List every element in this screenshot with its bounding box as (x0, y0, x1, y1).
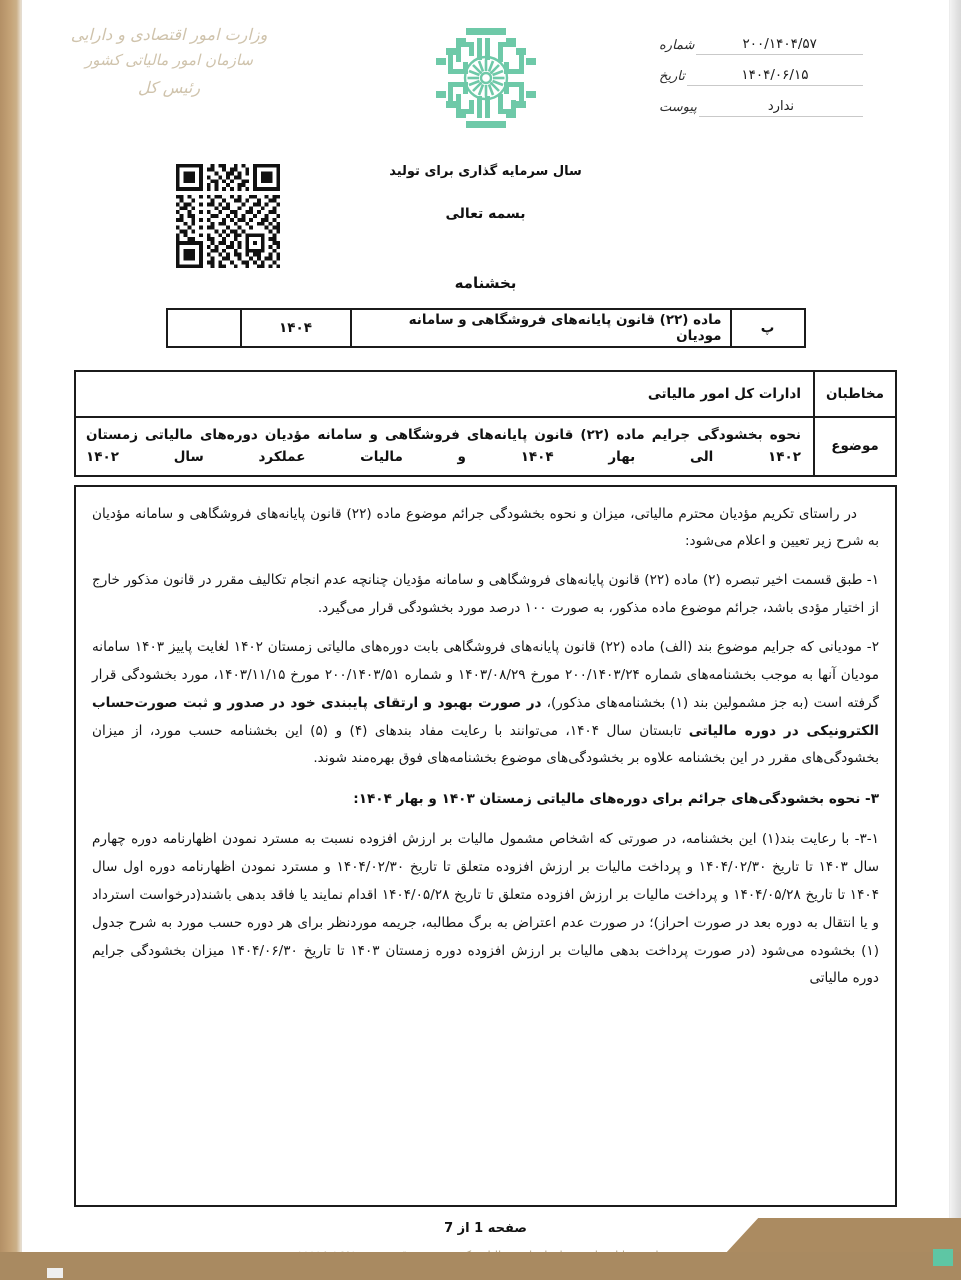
scan-left-edge-strip (0, 0, 22, 1280)
addressee-label: مخاطبان (813, 372, 895, 416)
title-letter-cell: پ (730, 310, 804, 346)
date-label: تاریخ (659, 69, 685, 84)
document-body (74, 485, 897, 1207)
meta-row-attachment (653, 86, 863, 117)
title-year-cell: ۱۴۰۴ (240, 310, 350, 346)
number-label: شماره (659, 38, 695, 53)
scan-right-edge-strip (949, 0, 961, 1280)
attachment-value: ندارد (699, 99, 863, 117)
addressee-subject-table (74, 370, 897, 477)
document-paper (22, 0, 949, 1258)
ministry-line-1: وزارت امور اقتصادی و دارایی (70, 25, 268, 44)
body-heading-3: ۳- نحوه بخشودگی‌های جرائم برای دوره‌های مالیاتی زمستان ۱۴۰۳ و بهار ۱۴۰۴: (353, 791, 879, 808)
body-item-3-1: ۳-۱- با رعایت بند(۱) این بخشنامه، در صورتی که اشخاص مشمول مالیات بر ارزش افزوده نسبت به مسترد نمودن اظهارنامه دوره چهارم سال ۱۴۰۳ تا تاریخ ۱۴۰۴/۰۲/۳۰ و پرداخت مالیات بر ارزش افزوده متعلق تا تاریخ ۱۴۰۴/۰۲/۳۰ و مسترد نمودن اظهارنامه دوره اول سال ۱۴۰۴ تا تاریخ ۱۴۰۴/۰۵/۲۸ و پرداخت مالیات بر ارزش افزوده متعلق تا تاریخ ۱۴۰۴/۰۵/۲۸ اقدام نمایند یا فاقد بدهی باشند(درخواست استرداد و یا انتقال به دوره بعد در صورت احراز)؛ در صورت عدم اعتراض به برگ مطالبه، جریمه موردنظر برای هر دوره حسب مورد به شرح جدول (۱) بخشوده می‌شود (در صورت پرداخت بدهی مالیات بر ارزش افزوده دوره زمستان ۱۴۰۳ تا تاریخ ۱۴۰۴/۰۶/۳۰ میزان بخشودگی جرایم دوره مالیاتی (92, 831, 880, 987)
attachment-label: پیوست (659, 100, 697, 115)
scan-white-marker (47, 1268, 63, 1278)
scan-bottom-bar (0, 1252, 961, 1280)
besmeh-taala: بسمه تعالی (445, 206, 526, 222)
subject-value: نحوه بخشودگی جرایم ماده (۲۲) قانون پایانه‌های فروشگاهی و سامانه مؤدیان دوره‌های مالیاتی زمستان ۱۴۰۲ الی بهار ۱۴۰۴ و مالیات عملکرد سال ۱۴۰۲ (86, 427, 801, 466)
letterhead (22, 0, 949, 272)
title-blank-cell (168, 310, 240, 346)
body-item-1: ۱- طبق قسمت اخیر تبصره (۲) ماده (۲۲) قانون پایانه‌های فروشگاهی و سامانه مؤدیان چنانچه عدم انجام تکالیف مقرر در قانون مذکور خارج از اختیار مؤدی باشد، جرائم موضوع ماده مذکور، به صورت ۱۰۰ درصد مورد بخشودگی قرار می‌گیرد. (92, 572, 880, 617)
title-classification-table (166, 308, 806, 348)
number-value: ۲۰۰/۱۴۰۴/۵۷ (696, 36, 863, 55)
body-item-2-part-2: تابستان سال ۱۴۰۴، می‌توانند با رعایت مفاد بندهای (۴) و (۵) این بخشنامه حسب مورد، از میزان بخشودگی‌های مقرر در این بخشنامه علاوه بر بخشودگی‌های موضوع بخشنامه‌های فوق بهره‌مند شوند. (92, 722, 879, 767)
scan-teal-marker (933, 1249, 953, 1266)
ministry-line-3: رئیس کل (137, 78, 201, 98)
year-slogan: سال سرمایه گذاری برای تولید (389, 164, 582, 179)
date-value: ۱۴۰۴/۰۶/۱۵ (687, 67, 863, 86)
ministry-line-2: سازمان امور مالیاتی کشور (85, 51, 253, 70)
letterhead-meta-block (653, 24, 863, 117)
body-item-2-part-1: ۲- مودیانی که جرایم موضوع بند (الف) ماده (۲۲) قانون پایانه‌های فروشگاهی بابت دوره‌های مالیاتی زمستان ۱۴۰۲ لغایت پاییز ۱۴۰۳ سامانه مودیان آنها به موجب بخشنامه‌های شماره ۲۰۰/۱۴۰۳/۲۴ مورخ ۱۴۰۳/۰۸/۲۹ و شماره ۲۰۰/۱۴۰۳/۵۱ مورخ ۱۴۰۳/۱۱/۱۵، مورد بخشودگی قرار گرفته است (به جز مشمولین بند (۱) بخشنامه‌های مذکور)، (92, 638, 879, 711)
qr-code (168, 160, 288, 272)
meta-row-number (653, 24, 863, 55)
meta-row-date (653, 55, 863, 86)
addressee-value: ادارات کل امور مالیاتی (647, 385, 801, 402)
body-item-2 (92, 634, 879, 773)
document-type-heading: بخشنامه (454, 274, 517, 292)
body-intro-paragraph: در راستای تکریم مؤدیان محترم مالیاتی، میزان و نحوه بخشودگی جرائم موضوع ماده (۲۲) قانون پایانه‌های فروشگاهی و سامانه مؤدیان به شرح زیر تعیین و اعلام می‌شود: (92, 505, 879, 550)
body-item-2-emphasis: در صورت بهبود و ارتقای پایبندی خود در صدور و ثبت صورت‌حساب الکترونیکی در دوره مالیاتی (92, 694, 879, 739)
subject-label: موضوع (813, 418, 895, 475)
table-row (76, 418, 895, 475)
title-subject-cell: ماده (۲۲) قانون پایانه‌های فروشگاهی و سامانه مودیان (350, 310, 730, 346)
table-row (76, 372, 895, 418)
page-indicator: صفحه 1 از 7 (444, 1220, 527, 1236)
